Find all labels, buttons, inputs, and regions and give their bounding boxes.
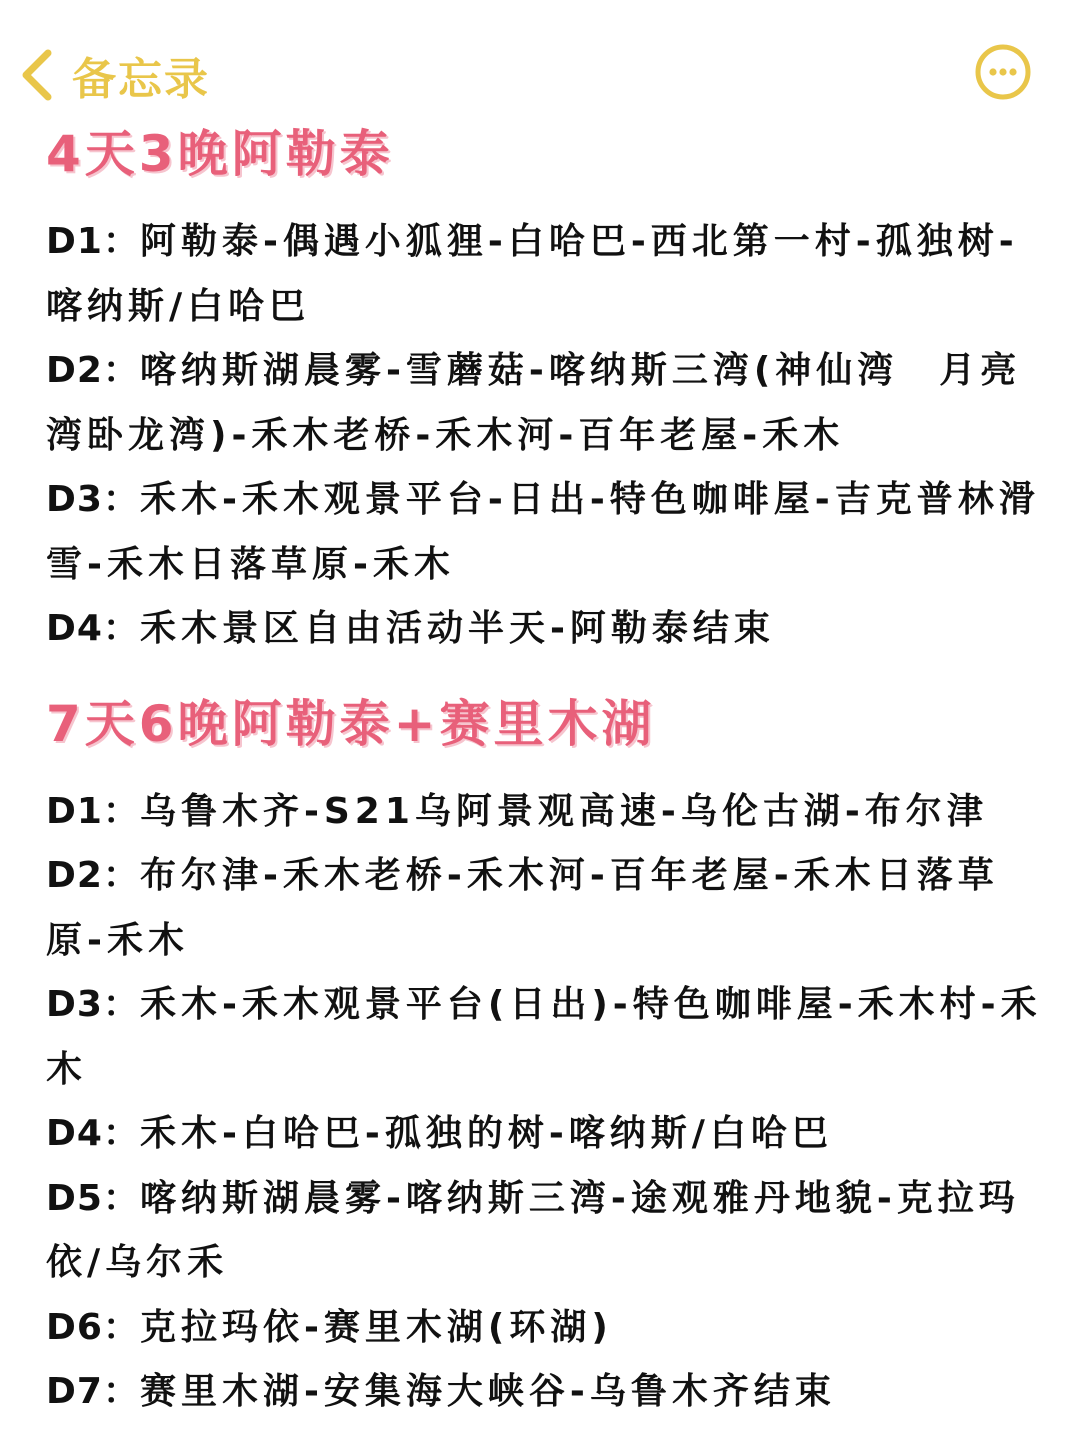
day-row: [46, 973, 1046, 1102]
day-text: 禾木-禾木观景平台-日出-特色咖啡屋-吉克普林滑雪-禾木日落草原-禾木: [46, 479, 1040, 585]
more-button[interactable]: [975, 44, 1031, 100]
day-row: [46, 1167, 1046, 1296]
day-row: [46, 1360, 1046, 1425]
day-text: 阿勒泰-偶遇小狐狸-白哈巴-西北第一村-孤独树-喀纳斯/白哈巴: [46, 221, 1019, 327]
day-row: [46, 339, 1046, 468]
day-row: [46, 1296, 1046, 1361]
section-title: 7天6晚阿勒泰+赛里木湖: [46, 694, 656, 753]
day-row: [46, 597, 1046, 662]
day-text: 布尔津-禾木老桥-禾木河-百年老屋-禾木日落草原-禾木: [46, 855, 999, 961]
day-text: 赛里木湖-安集海大峡谷-乌鲁木齐结束: [139, 1371, 836, 1412]
day-row: [46, 210, 1046, 339]
ellipsis-circle-icon: [975, 44, 1031, 100]
day-label: D2：: [46, 350, 140, 391]
day-text: 禾木景区自由活动半天-阿勒泰结束: [139, 608, 775, 649]
day-label: D4：: [46, 1113, 140, 1154]
day-row: [46, 468, 1046, 597]
day-label: D1：: [46, 221, 140, 262]
day-text: 禾木-禾木观景平台(日出)-特色咖啡屋-禾木村-禾木: [46, 984, 1042, 1090]
section-title: 4天3晚阿勒泰: [46, 125, 394, 183]
day-label: D3：: [46, 984, 140, 1025]
day-label: D4：: [46, 608, 140, 649]
day-row: [46, 780, 1046, 845]
day-text: 喀纳斯湖晨雾-雪蘑菇-喀纳斯三湾(神仙湾 月亮湾卧龙湾)-禾木老桥-禾木河-百年老屋-禾木: [46, 350, 1022, 456]
back-button[interactable]: [18, 40, 210, 110]
itinerary-section-7-days: [46, 692, 1046, 1425]
day-text: 乌鲁木齐-S21乌阿景观高速-乌伦古湖-布尔津: [139, 790, 988, 832]
day-row: [46, 844, 1046, 973]
note-content[interactable]: [46, 122, 1046, 1425]
day-label: D3：: [46, 479, 140, 520]
day-label: D5：: [46, 1177, 140, 1219]
nav-bar: [0, 30, 1080, 120]
chevron-left-icon: [18, 47, 58, 103]
day-text: 克拉玛依-赛里木湖(环湖): [139, 1306, 613, 1348]
day-text: 喀纳斯湖晨雾-喀纳斯三湾-途观雅丹地貌-克拉玛依/乌尔禾: [46, 1177, 1020, 1283]
day-label: D7：: [46, 1371, 140, 1412]
day-text: 禾木-白哈巴-孤独的树-喀纳斯/白哈巴: [139, 1113, 833, 1154]
back-label: 备忘录: [72, 54, 210, 105]
day-label: D6：: [46, 1306, 140, 1348]
day-label: D2：: [46, 855, 140, 896]
itinerary-section-4-days: [46, 122, 1046, 662]
day-label: D1：: [46, 790, 140, 832]
day-row: [46, 1102, 1046, 1167]
